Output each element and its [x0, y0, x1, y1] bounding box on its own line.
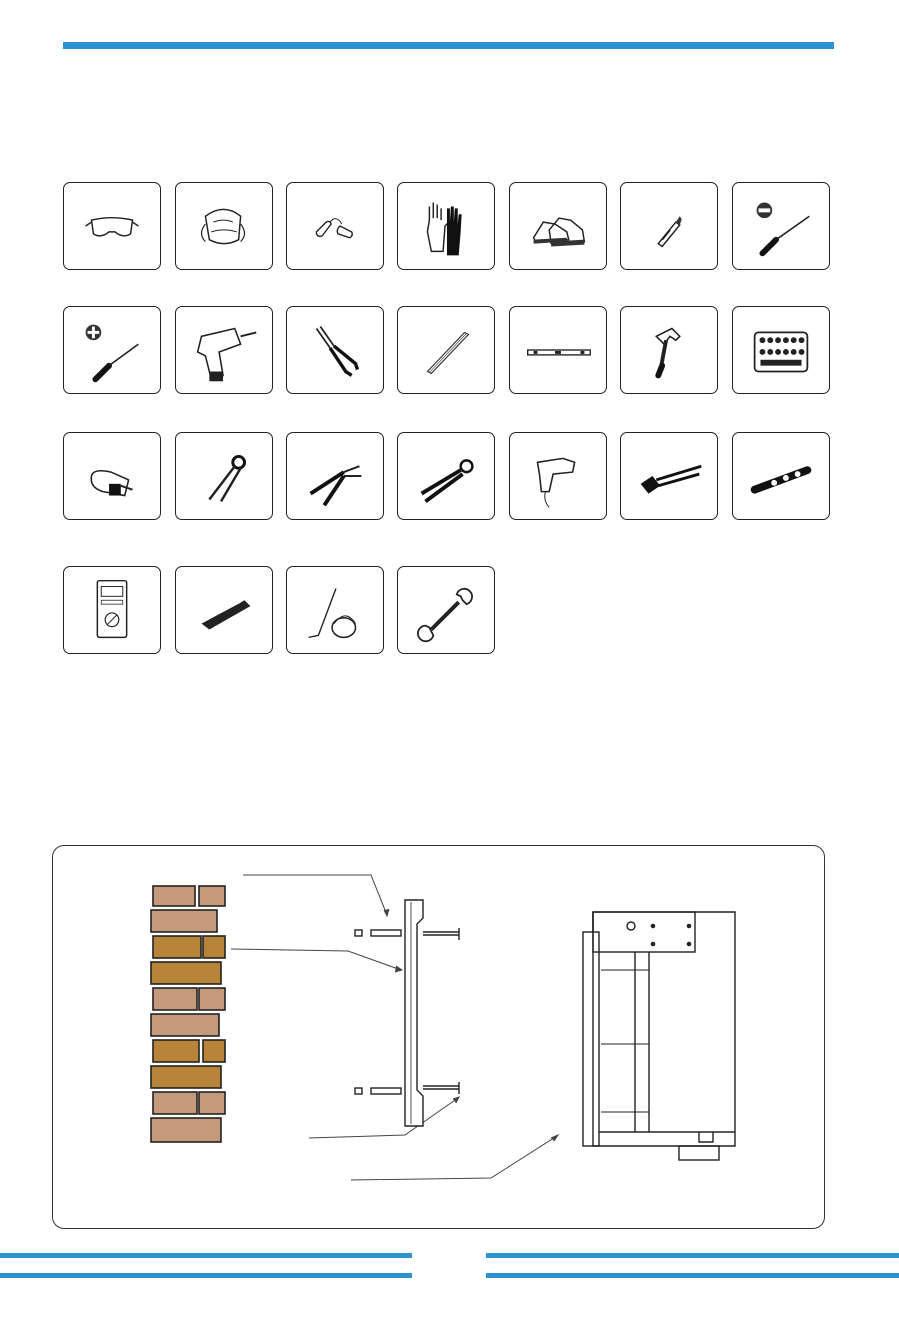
tool-tile-goggles: [63, 182, 161, 270]
tool-tile-dust-mask: [175, 182, 273, 270]
protective-gloves-icon: [398, 183, 494, 269]
flat-screwdriver-icon: [733, 183, 829, 269]
brick-wall: [151, 886, 225, 1146]
tool-tile-gloves: [397, 182, 495, 270]
tool-tile-hydraulic-crimper: [397, 432, 495, 520]
tool-tile-cable-cutter: [175, 566, 273, 654]
tool-tile-hammer: [620, 306, 718, 394]
earplugs-icon: [287, 183, 383, 269]
tape-measure-icon: [64, 433, 160, 519]
footer-bar-left-lower: [0, 1273, 412, 1278]
tool-tile-socket-set: [732, 306, 830, 394]
tool-tile-wire-stripper: [286, 432, 384, 520]
electric-drill-icon: [176, 307, 272, 393]
tool-tile-utility-knife: [620, 182, 718, 270]
vacuum-cleaner-icon: [287, 567, 383, 653]
footer-bar-right-upper: [486, 1253, 899, 1258]
tool-tile-flat-screwdriver: [732, 182, 830, 270]
tool-tile-vacuum: [286, 566, 384, 654]
tool-tile-multimeter: [63, 566, 161, 654]
tool-tile-end-cutters: [175, 432, 273, 520]
heat-gun-icon: [510, 433, 606, 519]
socket-wrench-set-icon: [733, 307, 829, 393]
spirit-level-icon: [510, 307, 606, 393]
footer-bar-right-lower: [486, 1273, 899, 1278]
tool-tile-marker: [397, 306, 495, 394]
callout-arrows: [231, 875, 558, 1180]
connector-spanner-icon: [733, 433, 829, 519]
cable-cutter-icon: [176, 567, 272, 653]
dust-mask-icon: [176, 183, 272, 269]
phillips-screwdriver-icon: [64, 307, 160, 393]
wall-bracket: [355, 900, 459, 1126]
safety-shoes-icon: [510, 183, 606, 269]
safety-goggles-icon: [64, 183, 160, 269]
end-cutting-pliers-icon: [176, 433, 272, 519]
tool-tile-level: [509, 306, 607, 394]
tool-tile-wrench: [397, 566, 495, 654]
tool-tile-phillips-screwdriver: [63, 306, 161, 394]
mounting-diagram-panel: [52, 845, 825, 1229]
tool-tile-crimping-tool: [620, 432, 718, 520]
utility-knife-icon: [621, 183, 717, 269]
wire-stripper-icon: [287, 433, 383, 519]
footer-bar-left-upper: [0, 1253, 412, 1258]
tool-tile-tape-measure: [63, 432, 161, 520]
marker-pen-icon: [398, 307, 494, 393]
pliers-icon: [287, 307, 383, 393]
multimeter-icon: [64, 567, 160, 653]
tool-tile-shoes: [509, 182, 607, 270]
hammer-icon: [621, 307, 717, 393]
tool-tile-connector-spanner: [732, 432, 830, 520]
tool-tile-pliers: [286, 306, 384, 394]
inverter-side-view: [583, 912, 735, 1160]
hydraulic-crimper-icon: [398, 433, 494, 519]
tool-tile-heat-gun: [509, 432, 607, 520]
open-end-wrench-icon: [398, 567, 494, 653]
tool-tile-drill: [175, 306, 273, 394]
tool-tile-earplugs: [286, 182, 384, 270]
crimping-tool-icon: [621, 433, 717, 519]
header-accent-bar: [63, 42, 834, 49]
